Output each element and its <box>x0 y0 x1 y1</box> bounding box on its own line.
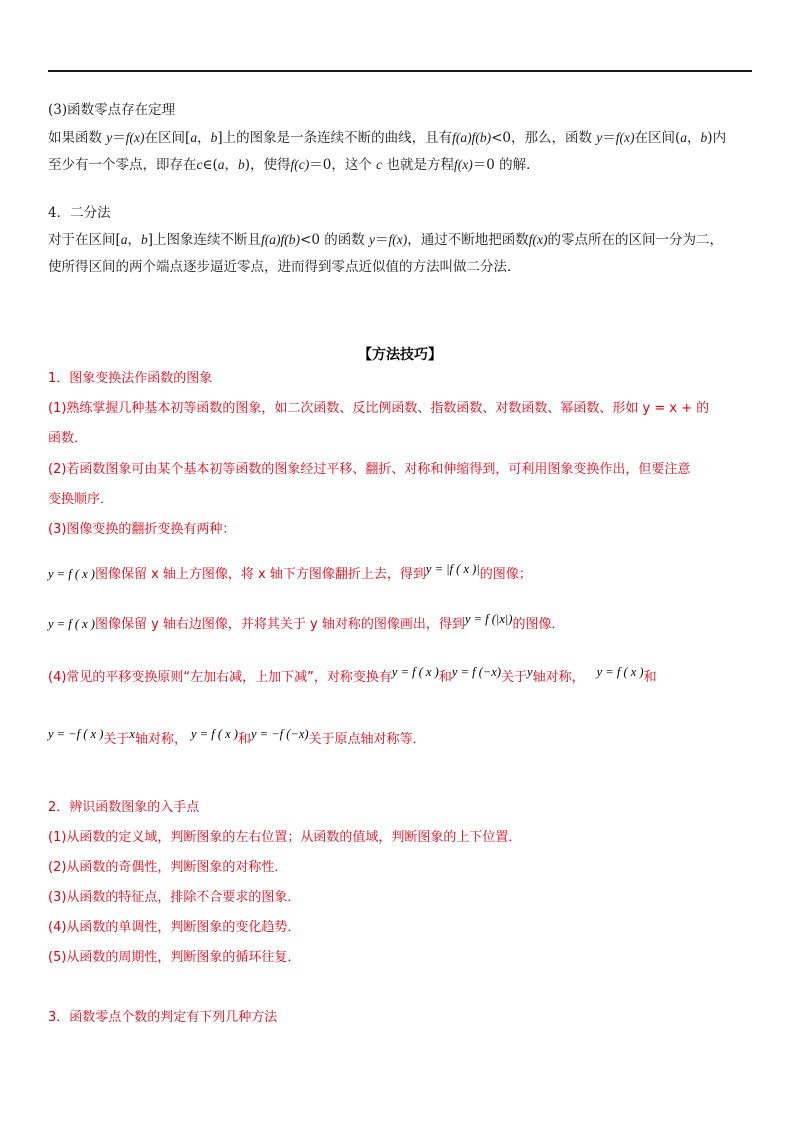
method3-heading: 3．函数零点个数的判定有下列几种方法 <box>48 1010 278 1025</box>
formula: y = −f (−x) <box>250 727 309 741</box>
method1-row3: (4)常见的平移变换原则“左加右减，上加下减”，对称变换有y = f ( x )和y = f (−x)关于y轴对称， y = f ( x )和 <box>48 665 657 685</box>
method2-item: (3)从函数的特征点，排除不合要求的图象． <box>48 890 301 905</box>
section3-line2: 至少有一个零点，即存在c∈(a，b)，使得f(c)＝0，这个 c 也就是方程f(x)＝0 的解． <box>48 157 540 173</box>
method1-p2b: 变换顺序． <box>48 492 114 507</box>
formula: y = f (−x) <box>451 665 502 679</box>
formula: y = f ( x ) <box>190 727 238 741</box>
method1-row1: y = f ( x )图像保留 x 轴上方图像，将 x 轴下方图像翻折上去，得到y = |f ( x )|的图像； <box>48 562 532 582</box>
section3-line1: 如果函数 y＝f(x)在区间[a，b]上的图象是一条连续不断的曲线，且有f(a)f(b)<0，那么，函数 y＝f(x)在区间(a，b)内 <box>48 130 727 146</box>
method1-heading: 1．图象变换法作函数的图象 <box>48 371 213 386</box>
method2-heading: 2．辨识函数图象的入手点 <box>48 800 200 815</box>
section4-heading: 4．二分法 <box>48 205 111 221</box>
methods-title: 【方法技巧】 <box>358 347 442 363</box>
method1-p1a: (1)熟练掌握几种基本初等函数的图象，如二次函数、反比例函数、指数函数、对数函数、幂函数、形如 y = x + 的 <box>48 401 710 416</box>
formula: y = f (|x|) <box>464 612 513 626</box>
method2-item: (4)从函数的单调性，判断图象的变化趋势． <box>48 920 301 935</box>
formula: y <box>527 665 533 679</box>
section4-line1: 对于在区间[a，b]上图象连续不断且f(a)f(b)<0 的函数 y＝f(x)，通过不断地把函数f(x)的零点所在的区间一分为二， <box>48 232 723 248</box>
formula: y = f ( x ) <box>48 567 95 581</box>
formula: y = f ( x ) <box>596 665 644 679</box>
section3-heading: (3)函数零点存在定理 <box>48 102 176 118</box>
formula: x <box>129 727 135 741</box>
method1-row4: y = −f ( x )关于x轴对称， y = f ( x )和y = −f (−x)关于原点轴对称等． <box>48 727 426 747</box>
section4-line2: 使所得区间的两个端点逐步逼近零点，进而得到零点近似值的方法叫做二分法． <box>48 259 521 275</box>
formula: y = f ( x ) <box>48 617 95 631</box>
formula: y = |f ( x )| <box>425 562 480 576</box>
method2-item: (1)从函数的定义域，判断图象的左右位置；从函数的值域，判断图象的上下位置． <box>48 830 522 845</box>
header-rule <box>48 70 752 72</box>
method1-p1b: 函数． <box>48 431 88 446</box>
method1-p3: (3)图像变换的翻折变换有两种： <box>48 522 236 537</box>
formula: y = −f ( x ) <box>48 727 104 741</box>
method2-item: (2)从函数的奇偶性，判断图象的对称性． <box>48 860 288 875</box>
method2-item: (5)从函数的周期性，判断图象的循环往复． <box>48 950 301 965</box>
method1-row2: y = f ( x )图像保留 y 轴右边图像，并将其关于 y 轴对称的图像画出，得到y = f (|x|)的图像． <box>48 612 565 632</box>
method1-p2a: (2)若函数图象可由某个基本初等函数的图象经过平移、翻折、对称和伸缩得到，可利用图象变换作出，但要注意 <box>48 462 691 477</box>
formula: y = f ( x ) <box>391 665 439 679</box>
